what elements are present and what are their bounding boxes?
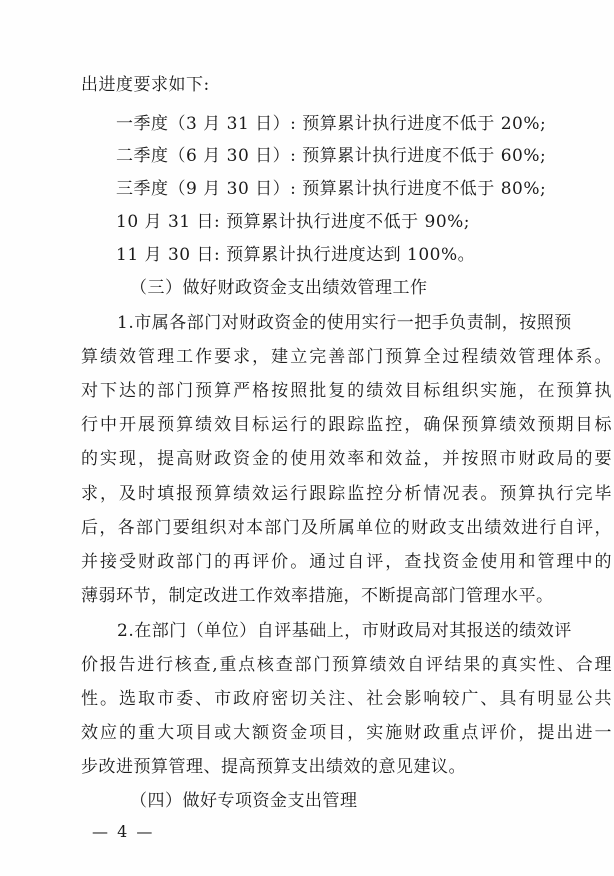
section-heading: （四）做好专项资金支出管理 [130,791,358,811]
section-heading: （三）做好财政资金支出绩效管理工作 [130,278,428,298]
text-line: 后，各部门要组织对本部门及所属单位的财政支出绩效进行自评， [81,518,612,538]
text-line: 一季度（3 月 31 日）: 预算累计执行进度不低于 20%; [116,114,547,134]
text-line: 价报告进行核查,重点核查部门预算绩效自评结果的真实性、合理 [81,655,612,675]
text-line: 效应的重大项目或大额资金项目，实施财政重点评价，提出进一 [81,723,612,743]
text-line: 行中开展预算绩效目标运行的跟踪监控，确保预算绩效预期目标 [81,415,612,435]
text-line: 1.市属各部门对财政资金的使用实行一把手负责制，按照预 [117,313,572,333]
text-line: 性。选取市委、市政府密切关注、社会影响较广、具有明显公共 [81,689,612,709]
text-line: 的实现，提高财政资金的使用效率和效益，并按照市财政局的要 [81,449,612,469]
text-line: 11 月 30 日: 预算累计执行进度达到 100%。 [116,245,476,265]
text-line: 2.在部门（单位）自评基础上，市财政局对其报送的绩效评 [117,621,572,641]
text-line: 出进度要求如下: [81,75,210,95]
text-line: 求，及时填报预算绩效运行跟踪监控分析情况表。预算执行完毕 [81,484,612,504]
text-line: 三季度（9 月 30 日）: 预算累计执行进度不低于 80%; [116,179,547,199]
text-line: 二季度（6 月 30 日）: 预算累计执行进度不低于 60%; [116,146,547,166]
page-number: — 4 — [92,822,155,841]
text-line: 薄弱环节，制定改进工作效率措施，不断提高部门管理水平。 [81,586,554,606]
text-line: 对下达的部门预算严格按照批复的绩效目标组织实施，在预算执 [81,381,612,401]
text-line: 步改进预算管理、提高预算支出绩效的意见建议。 [81,757,466,777]
text-line: 算绩效管理工作要求，建立完善部门预算全过程绩效管理体系。 [81,347,612,367]
text-line: 并接受财政部门的再评价。通过自评，查找资金使用和管理中的 [81,552,612,572]
text-line: 10 月 31 日: 预算累计执行进度不低于 90%; [116,212,471,232]
